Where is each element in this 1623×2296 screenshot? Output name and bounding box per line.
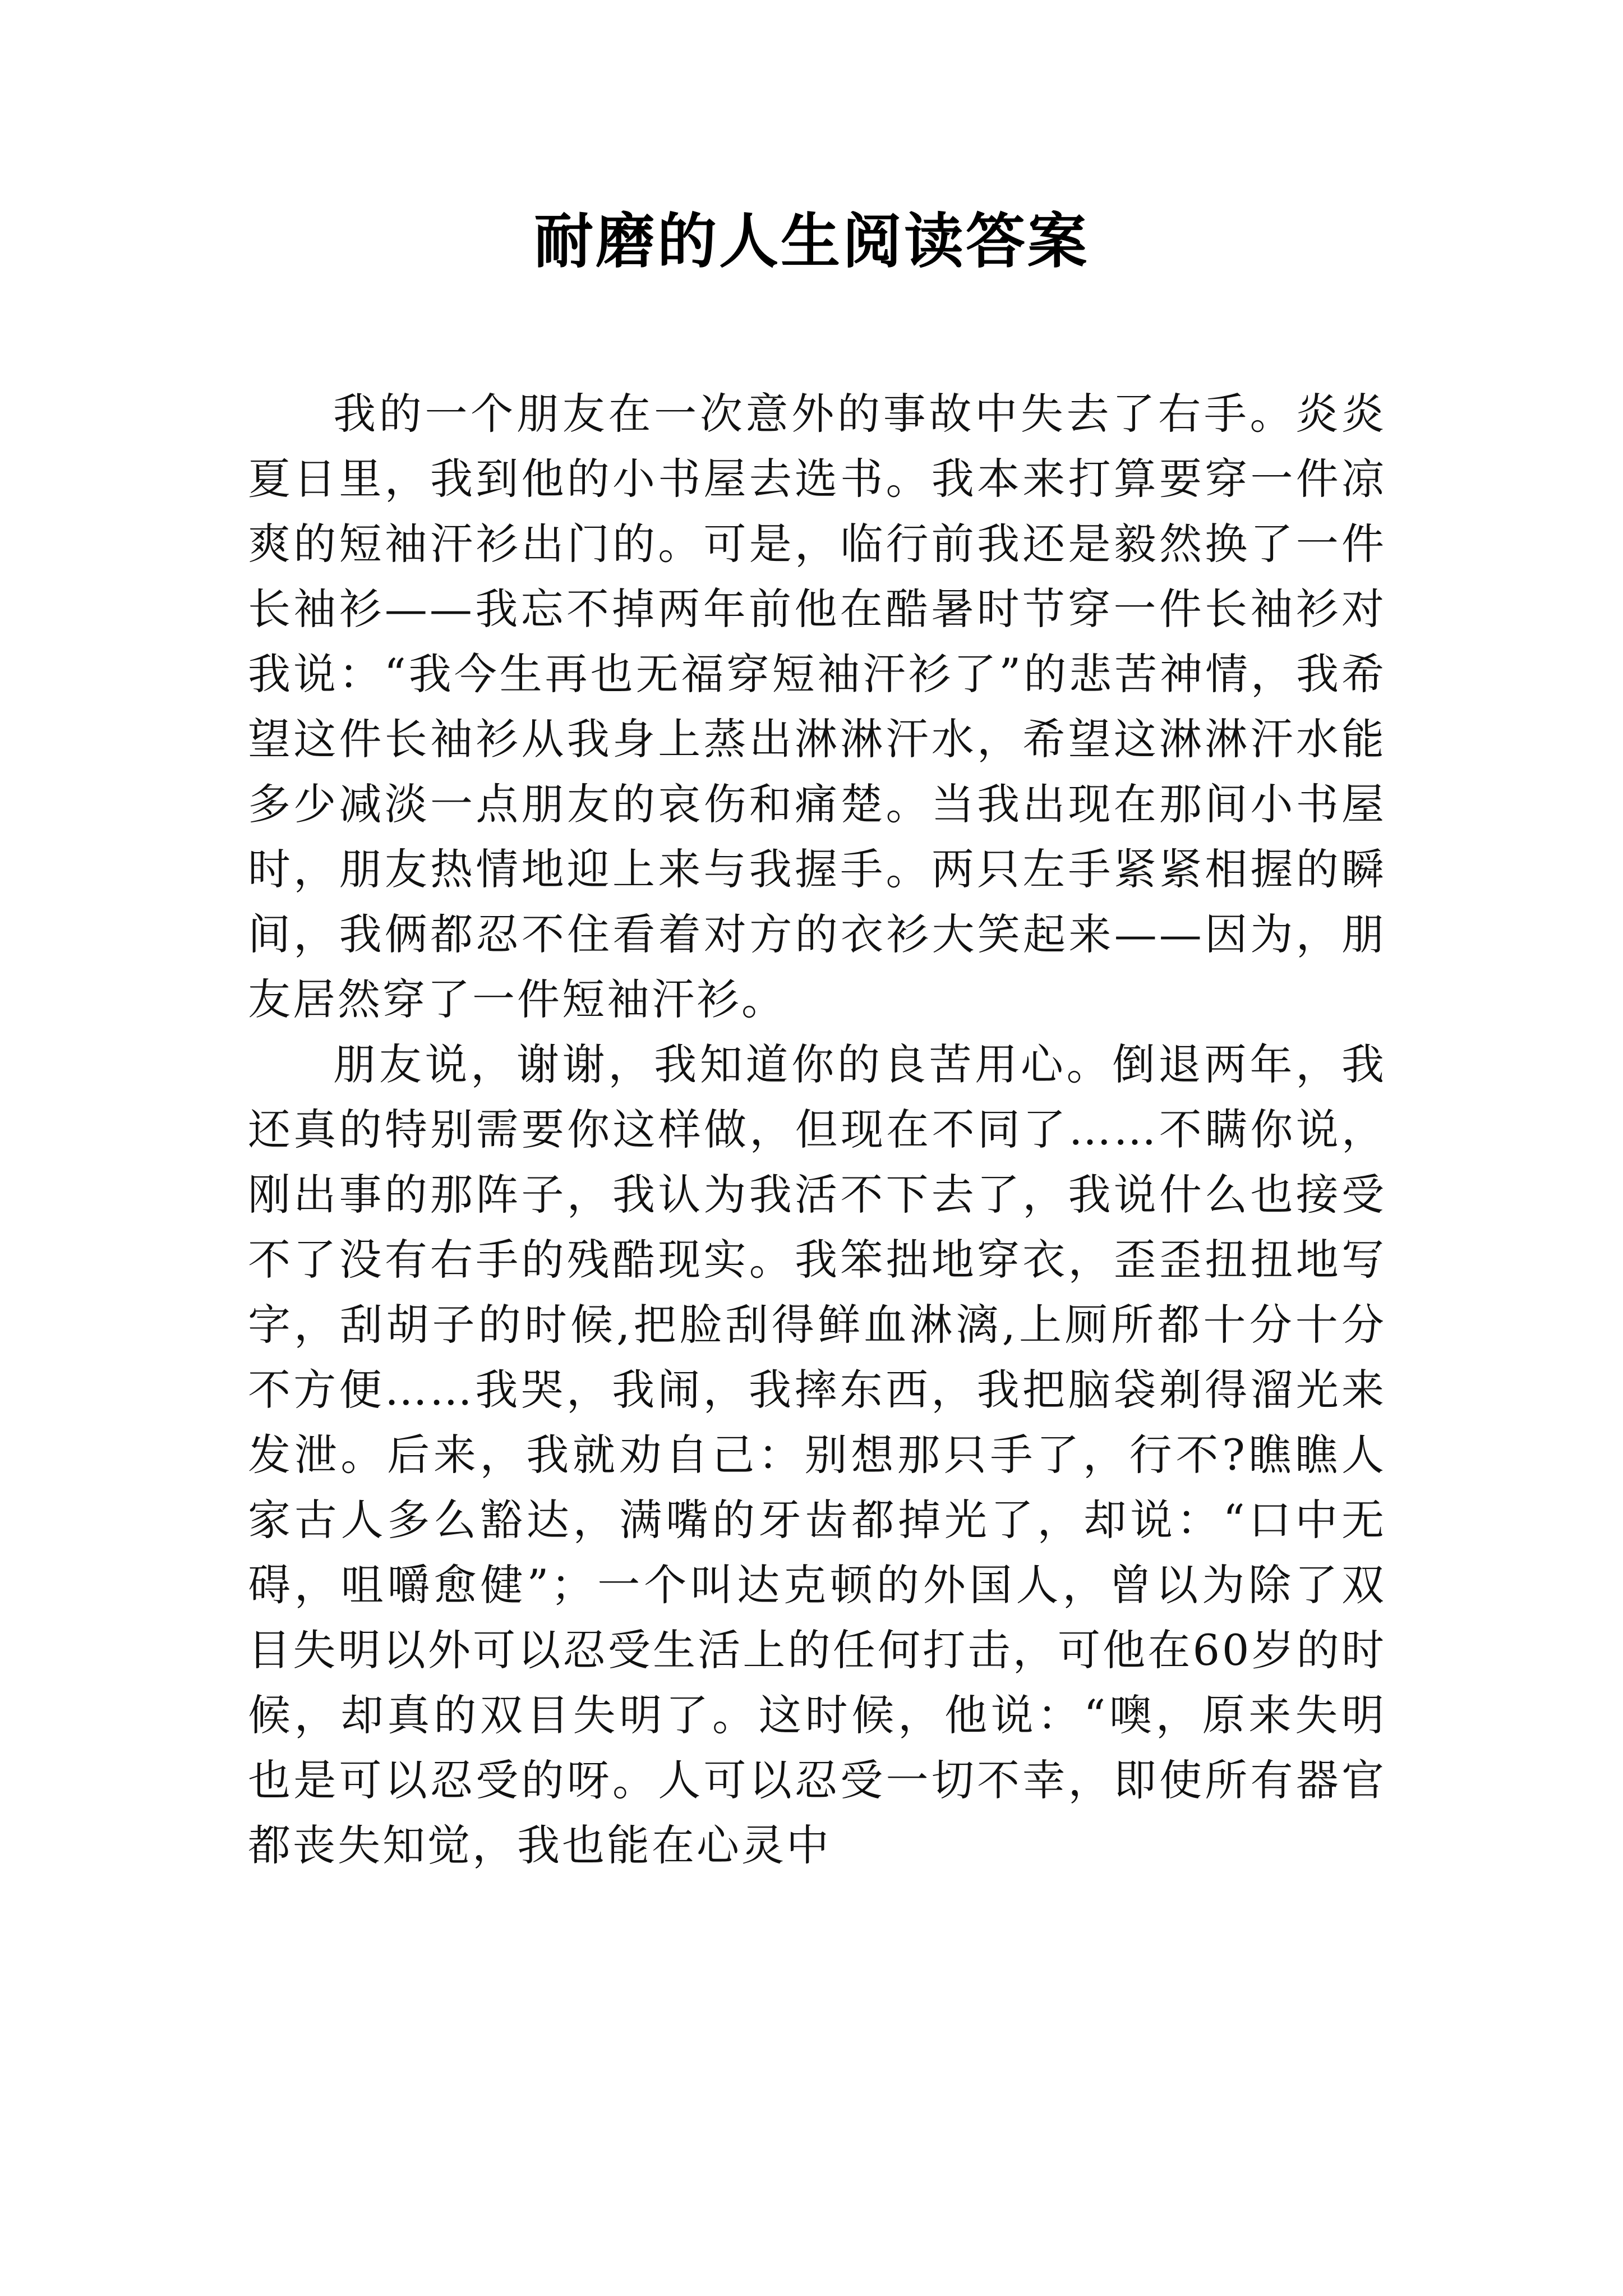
paragraph-1: 我的一个朋友在一次意外的事故中失去了右手。炎炎夏日里，我到他的小书屋去选书。我本来打算要穿一件凉爽的短袖汗衫出门的。可是，临行前我还是毅然换了一件长袖衫——我忘不掉两年前他在酷暑时节穿一件长袖衫对我说：“我今生再也无福穿短袖汗衫了”的悲苦神情，我希望这件长袖衫从我身上蒸出淋淋汗水，希望这淋淋汗水能多少减淡一点朋友的哀伤和痛楚。当我出现在那间小书屋时，朋友热情地迎上来与我握手。两只左手紧紧相握的瞬间，我俩都忍不住看着对方的衣衫大笑起来——因为，朋友居然穿了一件短袖汗衫。 bbox=[248, 389, 1386, 1024]
paragraph-2: 朋友说，谢谢，我知道你的良苦用心。倒退两年，我还真的特别需要你这样做，但现在不同了……不瞒你说，刚出事的那阵子，我认为我活不下去了，我说什么也接受不了没有右手的残酷现实。我笨拙地穿衣，歪歪扭扭地写字，刮胡子的时候,把脸刮得鲜血淋漓,上厕所都十分十分不方便……我哭，我闹，我摔东西，我把脑袋剃得溜光来发泄。后来，我就劝自己：别想那只手了，行不?瞧瞧人家古人多么豁达，满嘴的牙齿都掉光了，却说：“口中无碍，咀嚼愈健”；一个叫达克顿的外国人，曾以为除了双目失明以外可以忍受生活上的任何打击，可他在60岁的时候，却真的双目失明了。这时候，他说：“噢，原来失明也是可以忍受的呀。人可以忍受一切不幸，即使所有器官都丧失知觉，我也能在心灵中 bbox=[248, 1039, 1386, 1870]
document-body bbox=[248, 381, 1386, 1878]
document-title: 耐磨的人生阅读答案 bbox=[534, 206, 1089, 276]
